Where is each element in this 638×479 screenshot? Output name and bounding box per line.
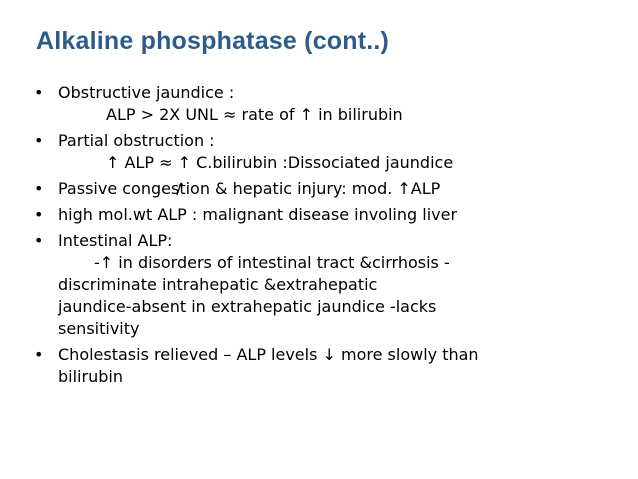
bullet-icon: • bbox=[34, 131, 44, 150]
bullet-text: Intestinal ALP: bbox=[58, 231, 173, 250]
bullet-text-continued: sensitivity bbox=[58, 319, 140, 338]
bullet-icon: • bbox=[34, 231, 44, 250]
bullet-text: Cholestasis relieved – ALP levels ↓ more slowly than bbox=[58, 345, 479, 364]
bullet-text-continued: jaundice-absent in extrahepatic jaundice -lacks bbox=[58, 297, 437, 316]
bullet-icon: • bbox=[34, 205, 44, 224]
bullet-icon: • bbox=[34, 179, 44, 198]
bullet-item bbox=[34, 230, 624, 340]
bullet-text: high mol.wt ALP : malignant disease involing liver bbox=[58, 205, 458, 224]
bullet-text: Obstructive jaundice : bbox=[58, 83, 235, 102]
bullet-text: Passive congestion & hepatic injury: mod. ↑ALP bbox=[58, 179, 441, 198]
bullet-list bbox=[34, 82, 624, 392]
bullet-text-continued: discriminate intrahepatic &extrahepatic bbox=[58, 275, 378, 294]
bullet-item bbox=[34, 178, 624, 200]
bullet-subtext: -↑ in disorders of intestinal tract &cirrhosis - bbox=[94, 253, 450, 272]
bullet-icon: • bbox=[34, 345, 44, 364]
bullet-icon: • bbox=[34, 83, 44, 102]
bullet-item bbox=[34, 130, 624, 174]
slide-title: Alkaline phosphatase (cont..) bbox=[36, 27, 390, 55]
bullet-subtext: ↑ ALP ≈ ↑ C.bilirubin :Dissociated jaundice bbox=[106, 153, 454, 172]
bullet-item bbox=[34, 82, 624, 126]
bullet-subtext: ALP > 2X UNL ≈ rate of ↑ in bilirubin bbox=[106, 105, 403, 124]
bullet-text: Partial obstruction : bbox=[58, 131, 215, 150]
bullet-text-continued: bilirubin bbox=[58, 367, 123, 386]
bullet-item bbox=[34, 344, 624, 388]
bullet-item bbox=[34, 204, 624, 226]
